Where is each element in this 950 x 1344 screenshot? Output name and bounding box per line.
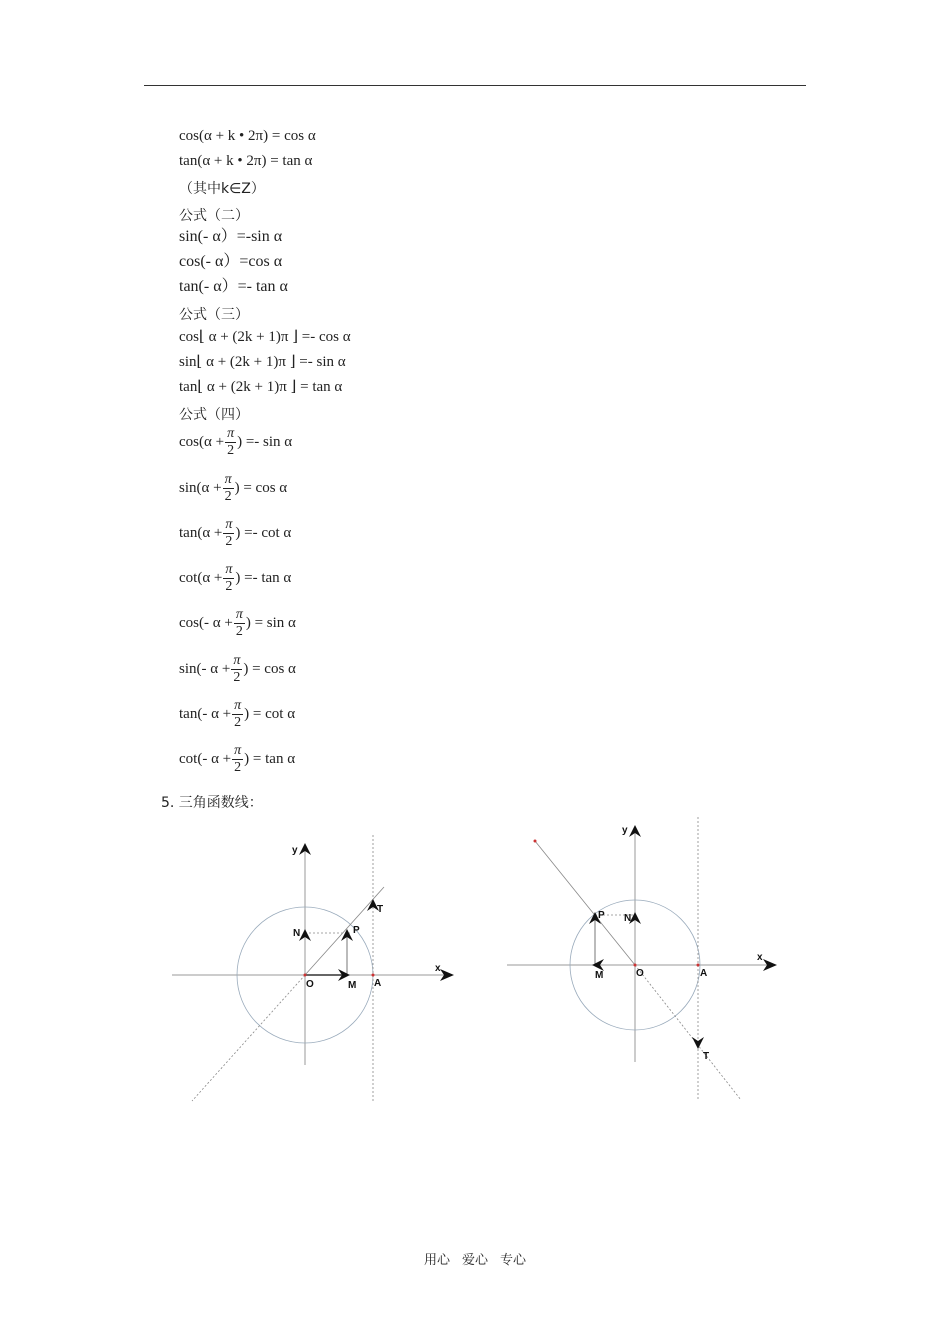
diagram-1-m-label: M — [348, 980, 357, 991]
diagram-2-n-label: N — [624, 913, 632, 924]
trig-line-diagram-2 — [505, 815, 790, 1105]
diagram-1-x-label: x — [435, 963, 441, 974]
diagram-2-o-label: O — [636, 968, 644, 979]
footer-word-3: 专心 — [500, 1253, 527, 1268]
formula-cos-period: cos(α + k • 2π) = cos α — [179, 128, 316, 144]
section-title-two: 公式（二） — [179, 208, 249, 224]
diagram-2-t-label: T — [703, 1051, 710, 1062]
footer-word-1: 用心 — [423, 1253, 450, 1268]
diagram-1-a-label: A — [374, 978, 382, 989]
diagram-2-y-label: y — [622, 825, 628, 836]
formula-4-5: cos(- α + $\frac{\pi}{2}$ ) = sin α — [179, 607, 296, 639]
formula-3-3: tan⌊ α + (2k + 1)π ⌋ = tan α — [179, 379, 343, 395]
formula-2-1: sin(- α）=-sin α — [179, 228, 283, 245]
header-rule — [144, 85, 806, 86]
formula-4-4: cot(α + $\frac{\pi}{2}$ ) =- tan α — [179, 562, 292, 594]
section-title-four: 公式（四） — [179, 407, 249, 423]
formula-4-8: cot(- α + $\frac{\pi}{2}$ ) = tan α — [179, 743, 296, 775]
formula-4-7: tan(- α + $\frac{\pi}{2}$ ) = cot α — [179, 698, 296, 730]
note-k-integer: （其中k∈Z） — [179, 181, 265, 197]
diagram-1-n-label: N — [293, 928, 301, 939]
formula-4-2: sin(α + $\frac{\pi}{2}$ ) = cos α — [179, 472, 288, 504]
formula-2-2: cos(- α）=cos α — [179, 253, 283, 270]
section-title-three: 公式（三） — [179, 307, 249, 323]
footer-word-2: 爱心 — [461, 1253, 488, 1268]
diagram-2-m-label: M — [595, 970, 604, 981]
page-footer — [0, 1249, 950, 1268]
formula-4-1: cos(α + $\frac{\pi}{2}$ ) =- sin α — [179, 426, 293, 458]
diagram-1-y-label: y — [292, 845, 298, 856]
trig-line-diagram-1 — [170, 835, 460, 1105]
formula-3-2: sin⌊ α + (2k + 1)π ⌋ =- sin α — [179, 354, 346, 370]
diagram-2-x-label: x — [757, 952, 763, 963]
formula-3-1: cos⌊ α + (2k + 1)π ⌋ =- cos α — [179, 329, 351, 345]
section-5-title: 5. 三角函数线： — [161, 795, 263, 811]
formula-4-6: sin(- α + $\frac{\pi}{2}$ ) = cos α — [179, 653, 296, 685]
diagram-2-a-label: A — [700, 968, 708, 979]
formula-tan-period: tan(α + k • 2π) = tan α — [179, 153, 313, 169]
diagram-1-o-label: O — [306, 979, 314, 990]
diagram-1-t-label: T — [377, 904, 384, 915]
diagram-2-p-label: P — [598, 910, 605, 921]
formula-4-3: tan(α + $\frac{\pi}{2}$ ) =- cot α — [179, 517, 292, 549]
formula-2-3: tan(- α）=- tan α — [179, 278, 288, 295]
diagram-1-p-label: P — [353, 925, 360, 936]
